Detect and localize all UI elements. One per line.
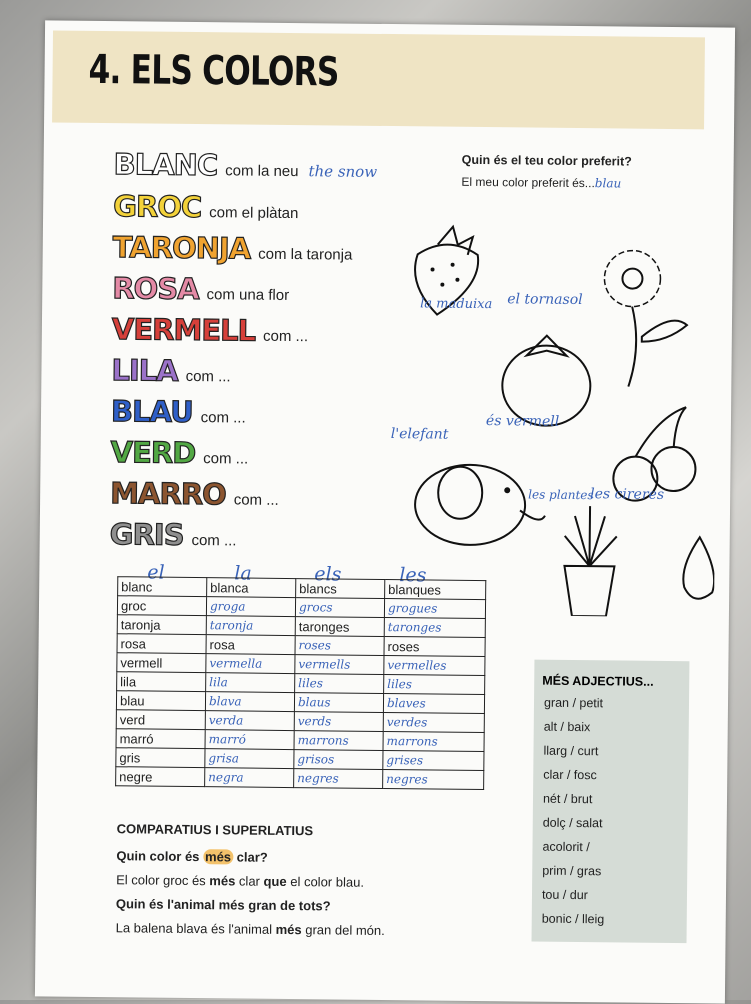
color-comparison: com la neu (225, 162, 299, 181)
table-cell: roses (295, 636, 384, 656)
color-row (113, 230, 353, 267)
table-cell: rosa (117, 634, 206, 654)
plant-icon (564, 506, 617, 617)
q1-part-b: clar? (233, 849, 268, 865)
elephant-note: l'elefant (390, 426, 449, 443)
table-cell: blanc (118, 577, 207, 597)
table-cell: marrons (383, 731, 484, 751)
table-cell: groga (206, 597, 295, 617)
color-word: BLAU (110, 394, 193, 429)
table-cell: liles (295, 674, 384, 694)
color-row (110, 435, 248, 470)
article-les: les (399, 564, 427, 587)
flower-note: el tornasol (507, 291, 583, 309)
color-word: VERMELL (111, 312, 256, 348)
table-cell: gris (116, 748, 205, 768)
table-cell: lila (206, 673, 295, 693)
s1-bold-1: més (209, 873, 236, 889)
adjective-pair: alt / baix (543, 719, 591, 735)
table-cell: verdes (383, 712, 484, 732)
color-comparison: com ... (200, 409, 246, 427)
table-cell: taronja (117, 615, 206, 635)
table-cell: lila (117, 672, 206, 692)
color-comparison: com ... (233, 491, 279, 509)
color-row (111, 353, 231, 388)
article-labels (129, 561, 429, 587)
sentence-2 (116, 920, 456, 939)
color-comparison: com ... (191, 531, 237, 550)
favorite-question: Quin és el teu color preferit? (461, 152, 632, 169)
table-cell: grisa (205, 749, 294, 769)
color-comparison: com la taronja (258, 245, 353, 264)
comparatives-title: COMPARATIUS I SUPERLATIUS (116, 821, 314, 839)
table-cell: marrons (294, 731, 383, 751)
table-cell: vermella (206, 654, 295, 674)
color-agreement-table (115, 576, 486, 790)
table-cell: vermelles (384, 655, 485, 675)
table-cell: blanques (385, 580, 486, 600)
color-handwritten-answer: the snow (308, 162, 378, 181)
adjective-pair: bonic / lleig (541, 911, 605, 927)
plant-note: les plantes (528, 487, 594, 503)
table-row (116, 767, 484, 790)
color-comparison: com ... (203, 450, 249, 468)
color-comparison: com una flor (206, 286, 290, 304)
table-cell: grogues (384, 599, 485, 619)
s1-bold-2: que (263, 873, 287, 889)
favorite-color-box (461, 153, 701, 192)
s2-bold: més (275, 921, 302, 938)
table-cell: liles (384, 674, 485, 694)
elephant-icon (415, 464, 546, 545)
adjective-pair: nét / brut (542, 791, 593, 807)
table-cell: blava (205, 692, 294, 712)
tomato-note: és vermell (485, 413, 560, 430)
s1-part-a: El color groc és (116, 872, 210, 889)
article-la: la (234, 562, 252, 585)
comparatives-section (115, 821, 456, 948)
article-el: el (147, 561, 165, 584)
more-adjectives-box (532, 660, 690, 944)
table-cell: blaves (383, 693, 484, 713)
table-cell: taronges (384, 617, 485, 637)
table-cell: grisos (294, 750, 383, 770)
table-cell: negres (294, 769, 383, 789)
s1-part-c: clar (235, 873, 264, 889)
table-cell: verda (205, 711, 294, 731)
table-cell: verds (294, 712, 383, 732)
s2-part-c: gran del món. (301, 922, 385, 939)
color-word: GROC (113, 189, 202, 225)
color-list (109, 147, 414, 552)
table-cell: grises (383, 750, 484, 770)
table-cell: marró (116, 729, 205, 749)
adjective-pair: llarg / curt (543, 743, 599, 759)
adjective-pair: gran / petit (543, 695, 604, 711)
table-cell: grocs (295, 598, 384, 618)
worksheet-page (35, 20, 735, 1003)
adjective-pair: acolorit / (542, 839, 590, 855)
table-cell: vermells (295, 655, 384, 675)
color-row (111, 394, 246, 429)
color-word: ROSA (112, 271, 199, 307)
table-cell: roses (384, 636, 485, 656)
color-word: GRIS (109, 517, 184, 552)
color-comparison: com ... (185, 367, 231, 386)
table-cell: blau (116, 691, 205, 711)
q1-highlight: més (204, 849, 232, 865)
sentence-1 (116, 872, 456, 891)
article-els: els (314, 563, 342, 586)
s2-part-a: La balena blava és l'animal (115, 920, 276, 937)
favorite-answer-prefix: El meu color preferit és... (461, 174, 595, 191)
table-cell: taronges (295, 617, 384, 637)
color-word: VERD (110, 435, 196, 471)
table-cell: negres (383, 769, 484, 789)
question-1 (116, 848, 456, 867)
table-cell: verd (116, 710, 205, 730)
color-word: BLANC (113, 147, 218, 183)
q1-part-a: Quin color és (116, 848, 204, 865)
adjective-pair: prim / gras (542, 863, 602, 879)
adjective-pair: dolç / salat (542, 815, 603, 831)
water-drop-icon (683, 537, 714, 599)
flower-icon (603, 250, 687, 387)
adjectives-title: MÉS ADJECTIUS... (542, 673, 654, 689)
color-row (112, 271, 289, 307)
table-cell: vermell (117, 653, 206, 673)
title-banner (52, 30, 705, 129)
table-cell: rosa (206, 635, 295, 655)
table-cell: blanca (207, 578, 296, 598)
color-word: LILA (111, 353, 178, 388)
table-cell: groc (117, 596, 206, 616)
color-word: MARRO (110, 476, 226, 512)
table-cell: marró (205, 730, 294, 750)
color-word: TARONJA (112, 230, 251, 266)
adjective-pair: tou / dur (541, 887, 588, 903)
color-comparison: com ... (262, 327, 309, 346)
table-cell: blaus (294, 693, 383, 713)
favorite-answer (461, 175, 701, 192)
color-row (110, 476, 279, 512)
s1-part-d: el color blau. (286, 873, 365, 890)
page-title: 4. ELS COLORS (88, 46, 339, 96)
color-comparison: com el plàtan (209, 204, 299, 223)
table-cell: negra (205, 768, 294, 788)
strawberry-note: la maduixa (420, 296, 493, 313)
favorite-answer-hand: blau (594, 176, 622, 191)
question-2: Quin és l'animal més gran de tots? (115, 896, 331, 914)
color-row (110, 517, 237, 552)
cherries-note: les cireres (590, 486, 665, 503)
table-cell: negre (116, 767, 205, 787)
color-row (113, 147, 377, 184)
table-cell: blancs (296, 579, 385, 599)
adjective-pair: clar / fosc (543, 767, 597, 783)
adjectives-list (532, 696, 689, 928)
color-row (113, 189, 299, 225)
color-row (112, 312, 309, 348)
table-cell: taronja (206, 616, 295, 636)
